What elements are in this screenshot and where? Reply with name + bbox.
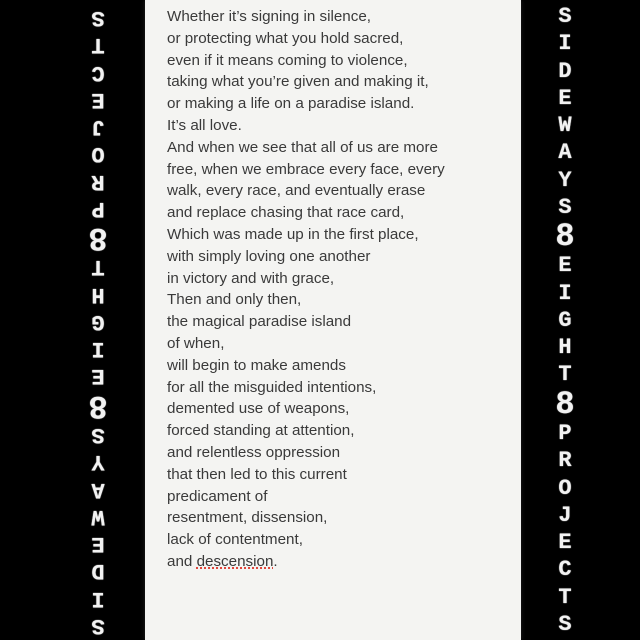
right-letter: E [558,253,572,279]
right-letter: G [558,307,572,333]
poem-line: of when, [167,334,225,352]
poem-line: lack of contentment, [167,531,303,549]
right-letter: I [558,31,572,57]
left-letter: P [91,195,105,221]
right-letter: E [558,530,572,556]
left-letter: W [91,503,105,529]
left-letter: D [91,558,105,584]
poem-line: resentment, dissension, [167,509,328,527]
poem-line: free, when we embrace every face, every [167,160,445,178]
poem-line: forced standing at attention, [167,422,355,440]
poem-last-line-prefix: and [167,552,197,570]
poem-line: or protecting what you hold sacred, [167,29,404,47]
left-letter: O [91,141,105,167]
left-eight-symbol: 8 [88,386,108,424]
right-letter: O [558,475,572,501]
right-eight-symbol: 8 [555,385,575,423]
right-letter: T [558,584,572,610]
right-letter: I [558,280,572,306]
right-letter: S [558,4,572,29]
left-letter: A [91,476,105,502]
left-letter: E [91,363,105,389]
poem-line: Then and only then, [167,291,302,309]
poem-line: demented use of weapons, [167,400,350,418]
poem-line: and relentless oppression [167,443,341,461]
right-letter: D [558,58,572,84]
left-letter: S [91,612,105,638]
poem-page [145,0,521,640]
left-letter: H [91,281,105,307]
right-letter: C [558,557,572,583]
poem-last-line-suffix: . [273,552,278,570]
poem-line: that then led to this current [167,465,347,483]
right-letter: S [558,611,572,637]
poem-line: Whether it’s signing in silence, [167,8,372,25]
right-letter: W [558,113,572,139]
left-letter: C [91,59,105,85]
left-letter: Y [91,449,105,475]
right-vertical-title [545,0,585,640]
poem-line: predicament of [167,487,268,505]
left-letter: I [91,336,105,362]
right-letter: S [558,194,572,220]
right-letter: A [558,140,572,166]
left-column-title-text [0,0,1,1]
right-letter: H [558,335,572,361]
right-letter: Y [558,167,572,193]
right-letter: P [558,420,572,446]
left-letter: G [91,308,105,334]
left-eight-symbol: 8 [88,219,108,257]
left-letter: T [91,32,105,58]
poem-line: even if it means coming to violence, [167,51,408,69]
right-eight-symbol: 8 [555,218,575,256]
left-letter: S [91,421,105,447]
poem-line: will begin to make amends [167,356,346,374]
left-vertical-title [78,0,118,640]
left-letter: J [91,114,105,140]
left-letter: R [91,168,105,194]
right-letter: J [558,502,572,528]
left-letter: E [91,86,105,112]
right-letter: R [558,448,572,474]
right-letter: T [558,362,572,388]
left-letter: S [91,5,105,30]
poem-line: walk, every race, and eventually erase [167,182,426,200]
left-letter: I [91,585,105,611]
poem-line: And when we see that all of us are more [167,138,438,156]
poem-text [167,6,515,573]
poem-last-line [167,551,515,573]
right-column-title-text [0,0,1,1]
left-letter: T [91,254,105,280]
left-letter: E [91,531,105,557]
poem-line: taking what you’re given and making it, [167,73,429,91]
poem-line: and replace chasing that race card, [167,204,405,222]
poem-line: It’s all love. [167,116,242,134]
poem-line: for all the misguided intentions, [167,378,377,396]
poem-line: Which was made up in the first place, [167,225,419,243]
poem-line: or making a life on a paradise island. [167,95,415,113]
spellcheck-flagged-word[interactable]: descension [196,552,274,570]
poem-line: the magical paradise island [167,313,352,331]
poem-line: in victory and with grace, [167,269,335,287]
right-letter: E [558,85,572,111]
poem-line: with simply loving one another [167,247,371,265]
